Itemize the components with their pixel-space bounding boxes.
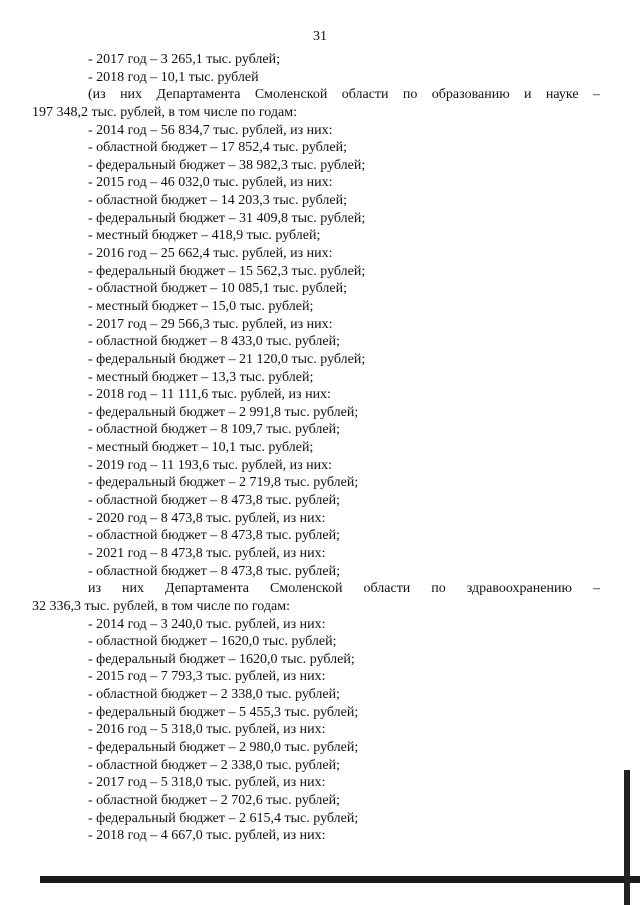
paragraph-word: образованию xyxy=(431,87,510,103)
paragraph-word: – xyxy=(592,581,600,597)
list-item: - местный бюджет – 10,1 тыс. рублей; xyxy=(88,440,314,456)
list-block-2 xyxy=(88,122,600,581)
paragraph-word: по xyxy=(431,581,446,597)
list-item: - 2015 год – 46 032,0 тыс. рублей, из них: xyxy=(88,175,333,191)
list-item: - областной бюджет – 17 852,4 тыс. рублей; xyxy=(88,140,347,156)
list-item: - федеральный бюджет – 2 991,8 тыс. рублей; xyxy=(88,404,359,420)
scan-border-bottom xyxy=(40,876,640,883)
paragraph-word: них xyxy=(120,87,143,103)
list-item: - 2017 год – 3 265,1 тыс. рублей; xyxy=(88,52,281,67)
list-item: - 2018 год – 11 111,6 тыс. рублей, из них: xyxy=(88,387,331,403)
paragraph-word: области xyxy=(363,581,411,597)
list-item: - областной бюджет – 2 338,0 тыс. рублей; xyxy=(88,687,340,703)
paragraph-word: них xyxy=(122,581,144,597)
paragraph-word: по xyxy=(402,87,418,103)
list-item: - областной бюджет – 1620,0 тыс. рублей; xyxy=(88,634,337,650)
scan-border-right xyxy=(624,770,630,905)
list-item: - федеральный бюджет – 31 409,8 тыс. рублей; xyxy=(88,210,366,226)
list-item: - местный бюджет – 15,0 тыс. рублей; xyxy=(88,298,314,314)
list-block-1 xyxy=(88,51,600,86)
page-number: 31 xyxy=(313,29,327,44)
paragraph-word: науке xyxy=(545,87,579,103)
list-item: - 2019 год – 11 193,6 тыс. рублей, из них: xyxy=(88,457,332,473)
paragraph-education-heading xyxy=(88,86,600,104)
paragraph-word: здравоохранению xyxy=(466,581,572,597)
list-item: - областной бюджет – 8 433,0 тыс. рублей; xyxy=(88,334,340,350)
list-item: - 2021 год – 8 473,8 тыс. рублей, из них: xyxy=(88,545,326,561)
document-body xyxy=(32,51,600,845)
list-item: - 2020 год – 8 473,8 тыс. рублей, из них: xyxy=(88,510,326,526)
list-item: - 2017 год – 29 566,3 тыс. рублей, из них: xyxy=(88,316,333,332)
list-item: - федеральный бюджет – 2 615,4 тыс. рублей; xyxy=(88,810,359,826)
list-block-3 xyxy=(88,616,600,845)
list-item: - областной бюджет – 2 702,6 тыс. рублей; xyxy=(88,792,340,808)
list-item: - 2018 год – 4 667,0 тыс. рублей, из них: xyxy=(88,828,326,844)
paragraph-health-continuation: 32 336,3 тыс. рублей, в том числе по годам: xyxy=(32,598,290,614)
paragraph-word: (из xyxy=(88,87,106,103)
paragraph-word: – xyxy=(592,87,600,103)
paragraph-education-continuation: 197 348,2 тыс. рублей, в том числе по годам: xyxy=(32,104,297,120)
list-item: - областной бюджет – 8 473,8 тыс. рублей; xyxy=(88,493,340,509)
list-item: - федеральный бюджет – 21 120,0 тыс. рублей; xyxy=(88,351,366,367)
list-item: - 2016 год – 5 318,0 тыс. рублей, из них: xyxy=(88,722,326,738)
list-item: - областной бюджет – 8 109,7 тыс. рублей; xyxy=(88,422,340,438)
paragraph-word: Смоленской xyxy=(254,87,328,103)
paragraph-word: области xyxy=(341,87,389,103)
list-item: - федеральный бюджет – 1620,0 тыс. рублей; xyxy=(88,651,355,667)
list-item: - областной бюджет – 2 338,0 тыс. рублей; xyxy=(88,757,340,773)
list-item: - областной бюджет – 14 203,3 тыс. рублей; xyxy=(88,193,347,209)
paragraph-word: Смоленской xyxy=(270,581,343,597)
list-item: - областной бюджет – 8 473,8 тыс. рублей; xyxy=(88,563,340,579)
paragraph-word: и xyxy=(524,87,532,103)
list-item: - 2014 год – 56 834,7 тыс. рублей, из них: xyxy=(88,122,333,138)
list-item: - 2015 год – 7 793,3 тыс. рублей, из них: xyxy=(88,669,326,685)
list-item: - 2017 год – 5 318,0 тыс. рублей, из них: xyxy=(88,775,326,791)
list-item: - федеральный бюджет – 38 982,3 тыс. рублей; xyxy=(88,157,366,173)
list-item: - областной бюджет – 10 085,1 тыс. рублей; xyxy=(88,281,347,297)
list-item: - федеральный бюджет – 2 719,8 тыс. рублей; xyxy=(88,475,359,491)
paragraph-word: из xyxy=(88,581,102,597)
paragraph-word: Департамента xyxy=(164,581,250,597)
list-item: - 2014 год – 3 240,0 тыс. рублей, из них: xyxy=(88,616,326,632)
list-item: - федеральный бюджет – 5 455,3 тыс. рублей; xyxy=(88,704,359,720)
list-item: - 2018 год – 10,1 тыс. рублей xyxy=(88,69,259,85)
list-item: - областной бюджет – 8 473,8 тыс. рублей; xyxy=(88,528,340,544)
list-item: - 2016 год – 25 662,4 тыс. рублей, из них: xyxy=(88,246,333,262)
list-item: - местный бюджет – 418,9 тыс. рублей; xyxy=(88,228,321,244)
paragraph-health-heading xyxy=(88,580,600,598)
list-item: - местный бюджет – 13,3 тыс. рублей; xyxy=(88,369,314,385)
list-item: - федеральный бюджет – 2 980,0 тыс. рублей; xyxy=(88,739,359,755)
paragraph-word: Департамента xyxy=(156,87,241,103)
list-item: - федеральный бюджет – 15 562,3 тыс. рублей; xyxy=(88,263,366,279)
